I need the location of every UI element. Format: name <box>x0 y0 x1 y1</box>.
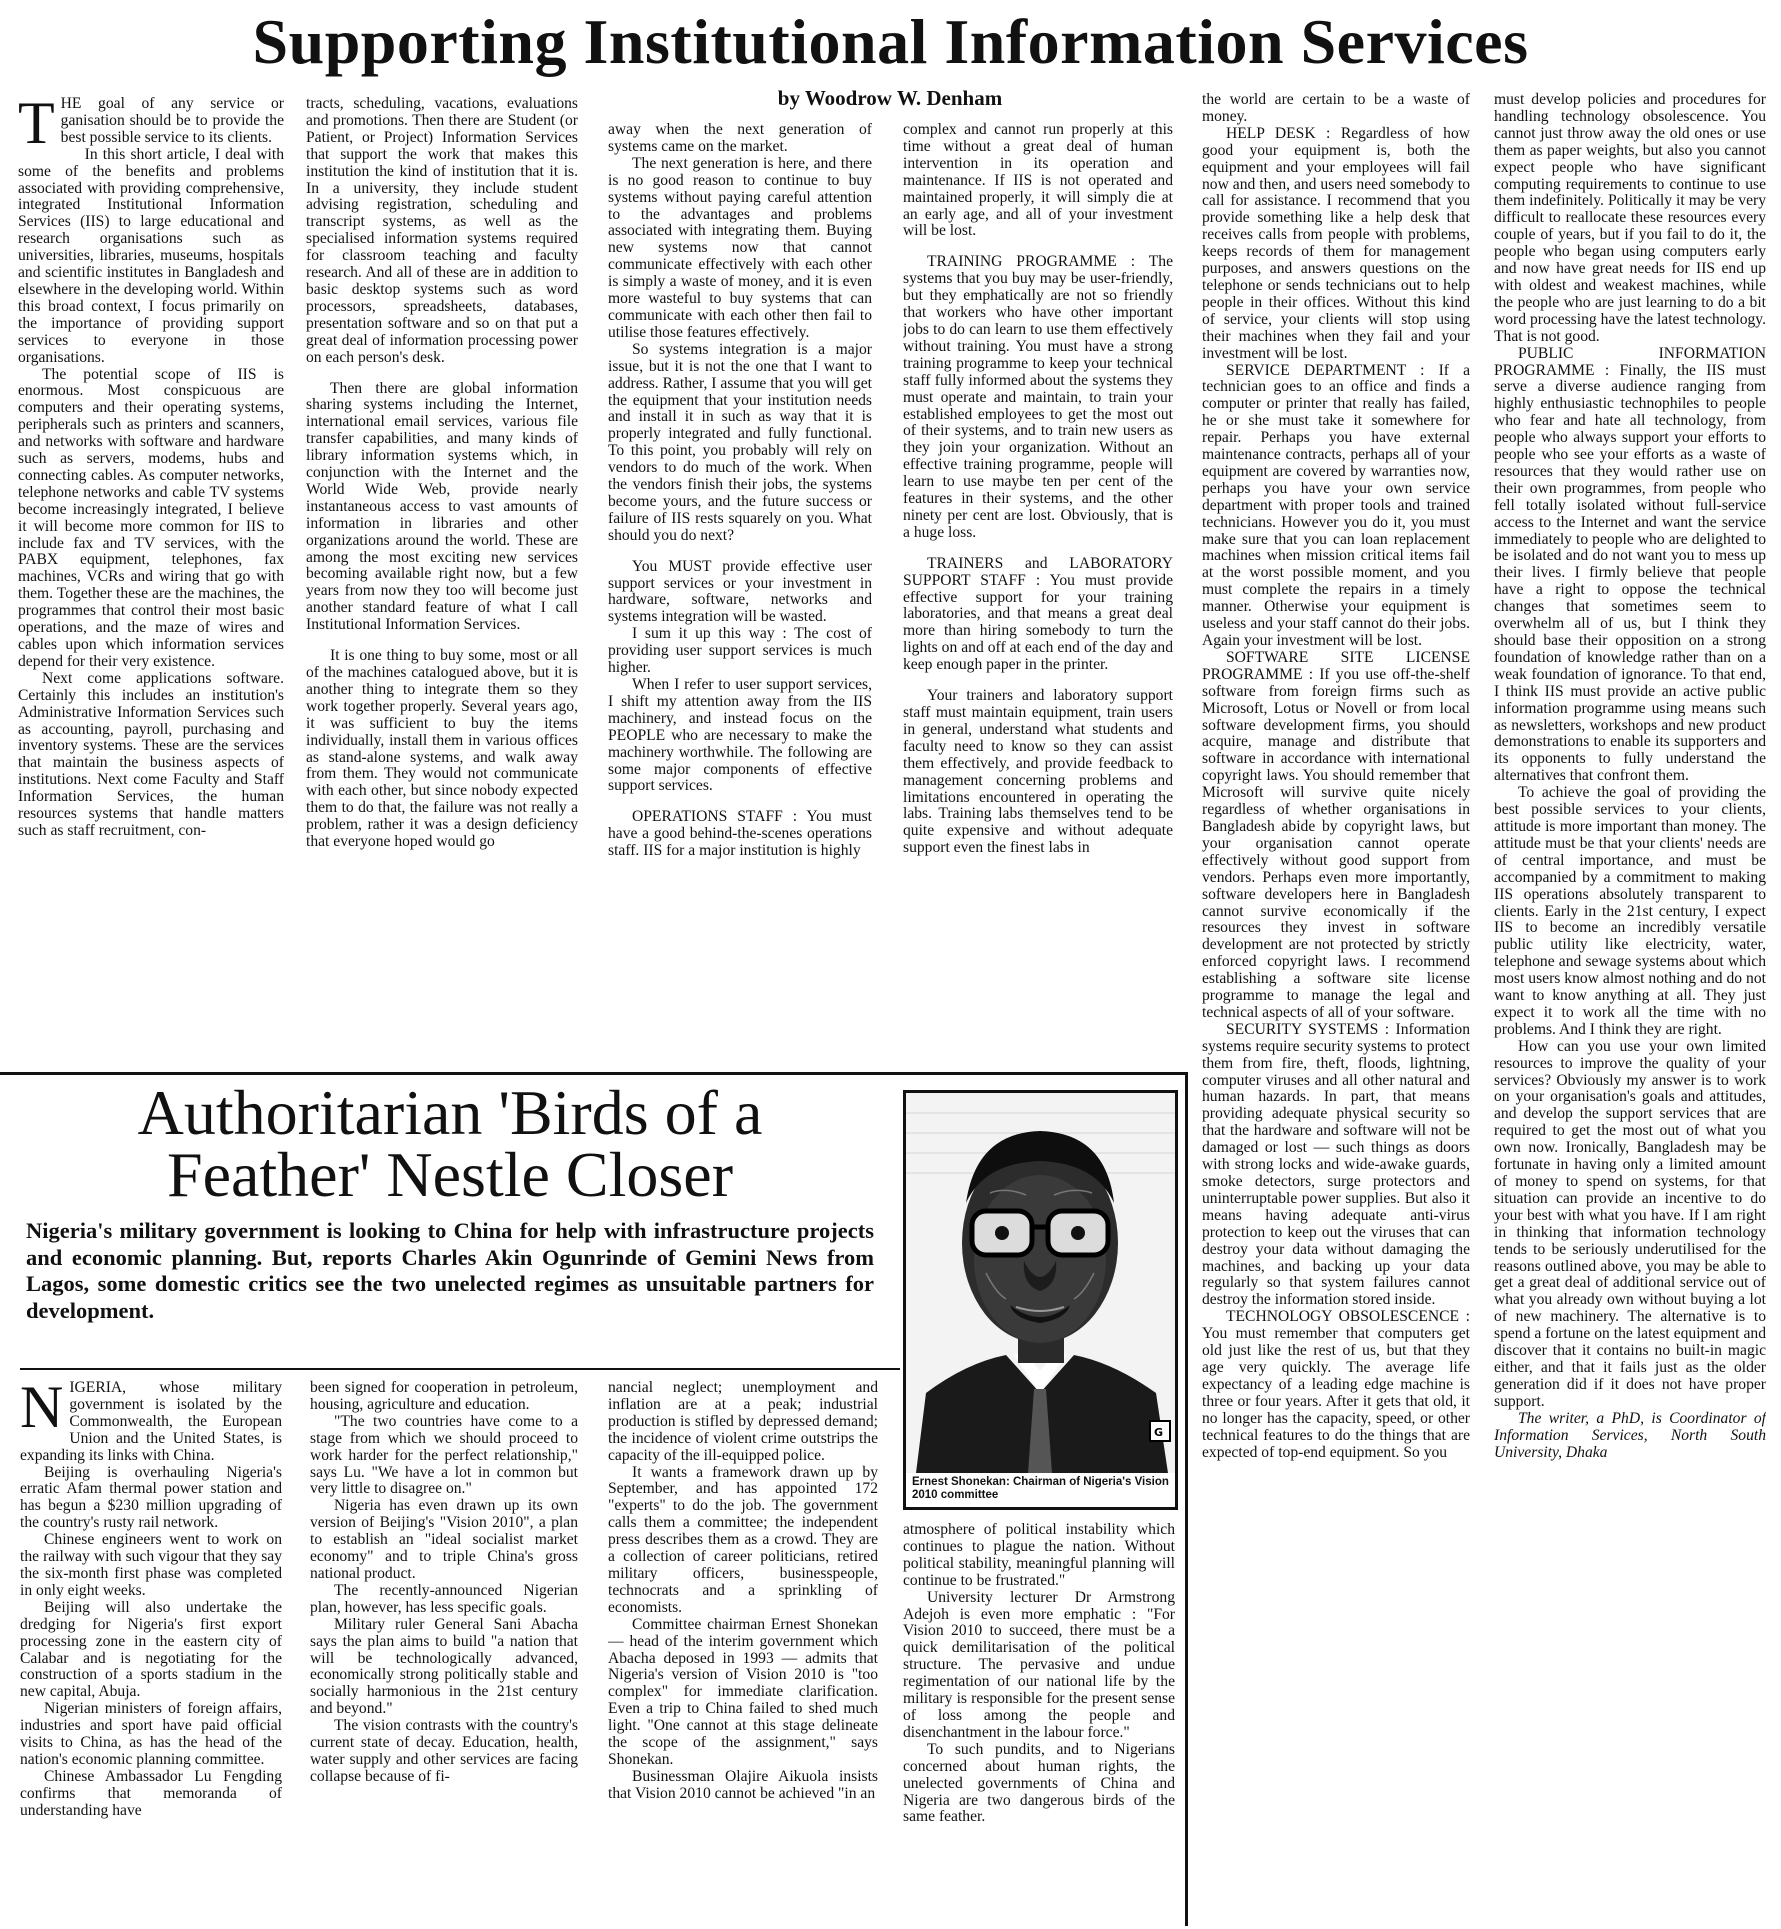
article2-paragraph: Chinese Ambassador Lu Fengding confirms that memoranda of understanding have <box>20 1767 282 1819</box>
article2-paragraph: The recently-announced Nigerian plan, however, has less specific goals. <box>310 1581 578 1616</box>
article1-paragraph: To achieve the goal of providing the best possible services to your clients, attitude is more important than money. The attitude must be that your clients' needs are of central importance, and must be accompanied by a commitment to making IIS operations absolutely transparent to clients. Early in the 21st century, I expect IIS to become an incredibly versatile public utility like electricity, water, telephone and sewage systems about which most users know almost nothing and do not want to know anything at all. They just expect it to work all the time with no problems. And I think they are right. <box>1494 784 1766 1038</box>
article1-paragraph: So systems integration is a major issue, but it is not the one that I want to address. Rather, I assume that you will get the equipment that your institution needs and install it in such as way that it is properly integrated and fully functional. To this point, you probably will rely on vendors to do much of the work. When the vendors finish their jobs, the systems become yours, and the future success or failure of IIS rests squarely on you. What should you do next? <box>608 340 872 544</box>
article2-side-rule <box>1185 1072 1188 1926</box>
article2-paragraph: Beijing will also undertake the dredging for Nigeria's first export processing zone in the eastern city of Calabar and is negotiating for the construction of a sports stadium in the new capital, Abuja. <box>20 1598 282 1701</box>
article1-paragraph: How can you use your own limited resources to improve the quality of your services? Obviously my answer is to work on your organisation's goals and attitudes, and develop the support services that are required to get the most out of what you own now. Ironically, Bangladesh may be fortunate in having only a limited amount of money to spend on systems, for that situation can provide an incentive to do your best with what you have. If I am right in thinking that information technology tends to be seriously underutilised for the reasons outlined above, you may be able to get a great deal of additional service out of what you already own without buying a lot of new machinery. The alternative is to spend a fortune on the latest equipment and discover that it contains no built-in magic either, and that it fails just as the older generation did if it does not have proper support. <box>1494 1037 1766 1410</box>
article2-paragraph: atmosphere of political instability which continues to plague the nation. Without political stability, meaningful planning will continue to be frustrated." <box>903 1522 1175 1589</box>
article1-paragraph: Next come applications software. Certainly this includes an institution's Administrative Information Services such as accounting, payroll, purchasing and inventory systems. These are the services that maintain the business aspects of institutions. Next come Faculty and Staff Information Services, the human resources systems that handle matters such as staff recruitment, con- <box>18 669 284 839</box>
article1-paragraph: away when the next generation of systems came on the market. <box>608 122 872 155</box>
article2-paragraph: "The two countries have come to a stage from which we should proceed to work harder for the perfect relationship," says Lu. "We have a lot in common but very little to disagree on." <box>310 1412 578 1498</box>
article1-paragraph: In this short article, I deal with some of the benefits and problems associated with providing comprehensive, integrated Institutional Information Services (IIS) to large educational and research organisations such as universities, libraries, museums, hospitals and scientific institutes in Bangladesh and elsewhere in the developing world. Within this broad context, I focus primarily on the importance of providing support services to everyone in those organisations. <box>18 145 284 366</box>
article1-paragraph: must develop policies and procedures for handling technology obsolescence. You cannot just throw away the old ones or use them as paper weights, but also you cannot expect people who have significant computing requirements to continue to use them indefinitely. Politically it may be very difficult to reallocate these resources every couple of years, but if you fail to do it, the people who began using computers early and now have great needs for IIS end up with oldest and weakest machines, while the people who are just learning to do a bit word processing have the latest technology. That is not good. <box>1494 92 1766 345</box>
article1-paragraph: SECURITY SYSTEMS : Information systems require security systems to protect them from fire, theft, floods, lightning, computer viruses and all other natural and human hazards. In part, that means providing adequate physical security so that the hardware and software will not be damaged or lost — such things as doors with strong locks and wide-awake guards, smoke detectors, surge protectors and uninterruptable power supplies. But also it means having adequate anti-virus protection to keep out the viruses that can destroy your data without damaging the machines, and backing up your data regularly so that system failures cannot destroy the information stored inside. <box>1202 1020 1470 1309</box>
article1-paragraph: HELP DESK : Regardless of how good your equipment is, both the equipment and your employees will fail now and then, and users need somebody to call for assistance. I recommend that you provide something like a help desk that receives calls from people with problems, keeps records of them for management purposes, and answers questions on the telephone or sends technicians out to help people in their offices. Without this kind of service, your clients will stop using their machines when they fail and your investment will be lost. <box>1202 124 1470 362</box>
article1-lead-paragraph: THE goal of any service or ganisation should be to provide the best possible service to its clients. <box>18 96 284 156</box>
drop-cap: N <box>20 1380 64 1440</box>
article2-column-3 <box>608 1380 878 1925</box>
article1-paragraph: When I refer to user support services, I shift my attention away from the IIS machinery, and instead focus on the PEOPLE who are necessary to make the machinery worthwhile. The following are some major components of effective support services. <box>608 676 872 795</box>
article1-paragraph: tracts, scheduling, vacations, evaluations and promotions. Then there are Student (or Patient, or Project) Information Services that support the work that makes this institution the kind of institution that it is. In a university, they include student advising registration, scheduling and transcript systems, as well as the specialised information systems required for classroom teaching and faculty research. And all of these are in addition to basic desktop systems such as word processors, spreadsheets, databases, presentation software and so on that put a great deal of information processing power on each person's desk. <box>306 96 578 366</box>
article2-paragraph: University lecturer Dr Armstrong Adejoh is even more emphatic : "For Vision 2010 to succeed, there must be a quick demilitarisation of the political structure. The pervasive and undue regimentation of our national life by the military is responsible for the present sense of loss among the people and disenchantment in the labour force." <box>903 1588 1175 1741</box>
article1-column-6 <box>1494 92 1766 1926</box>
drop-cap: T <box>18 96 55 156</box>
article2-paragraph: Nigerian ministers of foreign affairs, industries and sport have paid official visits to China, as has the head of the nation's economic planning committee. <box>20 1700 282 1768</box>
article1-paragraph: SERVICE DEPARTMENT : If a technician goes to an office and finds a computer or printer that really has failed, he or she must take it somewhere for repair. Perhaps you have external maintenance contracts, perhaps all of your equipment are covered by warranties now, perhaps you have your own service department with proper tools and trained technicians. However you do it, you must make sure that you can loan replacement machines when mission critical items fail at the worst possible moment, and you must complete the repairs in a timely manner. Otherwise your equipment is useless and your staff cannot do their jobs. Again your investment will be lost. <box>1202 361 1470 649</box>
photo-caption: Ernest Shonekan: Chairman of Nigeria's Vision 2010 committee <box>912 1476 1169 1501</box>
article2-top-rule <box>0 1072 1185 1075</box>
article2-lead-paragraph: NIGERIA, whose military government is isolated by the Commonwealth, the European Union and the United States, is expanding its links with China. <box>20 1380 282 1464</box>
svg-text:G: G <box>1154 1426 1164 1439</box>
article2-paragraph: Military ruler General Sani Abacha says the plan aims to build "a nation that will be technologically advanced, economically strong politically stable and socially harmonious in the 21st century and beyond." <box>310 1615 578 1718</box>
article2-column-1 <box>20 1380 282 1925</box>
article1-paragraph: I sum it up this way : The cost of providing user support services is much higher. <box>608 625 872 677</box>
article1-column-4 <box>903 122 1173 1071</box>
article1-paragraph: TRAINING PROGRAMME : The systems that you buy may be user-friendly, but they emphatically are not so friendly that workers who have other important jobs to do can learn to use them effectively without training. You must have a strong training programme to keep your technical staff fully informed about the systems they must operate and maintain, to train your established employees to get the most out of their systems, and to train new users as they join your organization. Without an effective training programme, people will learn to use maybe ten per cent of the features in their systems, and the other ninety per cent are lost. Obviously, that is a huge loss. <box>903 253 1173 541</box>
article1-paragraph: The potential scope of IIS is enormous. Most conspicuous are computers and their operating systems, peripherals such as printers and scanners, and networks with software and hardware such as servers, modems, hubs and connecting cables. As computer networks, telephone networks and cable TV systems become increasingly integrated, I believe it will become more common for IIS to include fax and TV services, with the PABX equipment, telephones, fax machines, VCRs and wiring that go with them. Together these are the machines, the programmes that control their most basic operations, and the maze of wires and cables upon which information services depend for their very existence. <box>18 365 284 670</box>
portrait-illustration-icon <box>906 1093 1175 1473</box>
article1-paragraph: SOFTWARE SITE LICENSE PROGRAMME : If you use off-the-shelf software from foreign firms such as Microsoft, Lotus or Novell or from local software development firms, you should acquire, manage and distribute that software in accordance with international copyright laws. You should remember that Microsoft will survive quite nicely regardless of whether organisations in Bangladesh abide by copyright laws, but your organisation cannot operate effectively without good support from vendors. Perhaps even more importantly, software developers here in Bangladesh cannot survive economically if the resources they invest in software development are not protected by strictly enforced copyright laws. I recommend establishing a software site license programme to manage the legal and technical aspects of all of your software. <box>1202 648 1470 1021</box>
article1-column-3 <box>608 122 872 1071</box>
article2-paragraph: Beijing is overhauling Nigeria's erratic Afam thermal power station and has begun a $230 million upgrading of the country's rusty rail network. <box>20 1463 282 1532</box>
article2-column-2 <box>310 1380 578 1925</box>
article1-paragraph: The next generation is here, and there is no good reason to continue to buy systems without paying careful attention to the advantages and problems associated with integrating them. Buying new systems now that cannot communicate effectively with each other is simply a waste of money, and it is even more wasteful to buy systems that can communicate with each other then fail to utilise those features effectively. <box>608 154 872 341</box>
article1-paragraph: the world are certain to be a waste of money. <box>1202 92 1470 125</box>
article2-paragraph: Chinese engineers went to work on the railway with such vigour that they say the six-month first phase was completed in only eight weeks. <box>20 1531 282 1599</box>
article2-paragraph: To such pundits, and to Nigerians concerned about human rights, the unelected governments of China and Nigeria are two dangerous birds of the same feather. <box>903 1740 1175 1826</box>
article2-paragraph: Businessman Olajire Aikuola insists that Vision 2010 cannot be achieved "in an <box>608 1767 878 1802</box>
article2-paragraph: Committee chairman Ernest Shonekan — head of the interim government which Abacha deposed in 1993 — admits that Nigeria's version of Vision 2010 is "too complex" for immediate clarification. Even a trip to China failed to shed much light. "One cannot at this stage delineate the scope of the assignment," says Shonekan. <box>608 1615 878 1768</box>
article2-column-4 <box>903 1522 1175 1925</box>
author-signoff: The writer, a PhD, is Coordinator of Information Services, North South University, Dhaka <box>1494 1409 1766 1461</box>
article2-paragraph: The vision contrasts with the country's current state of decay. Education, health, water supply and other services are facing collapse because of fi- <box>310 1717 578 1785</box>
article1-paragraph: Your trainers and laboratory support staff must maintain equipment, train users in general, understand what students and faculty need to know so they can assist them effectively, and provide feedback to management concerning problems and limitations encountered in operating the labs. Training labs themselves tend to be quite expensive and without adequate support even the finest labs in <box>903 687 1173 857</box>
article2-headline <box>20 1077 880 1210</box>
article1-column-5 <box>1202 92 1470 1926</box>
article1-paragraph: You MUST provide effective user support services or your investment in hardware, software, networks and systems integration will be wasted. <box>608 557 872 626</box>
article2-deck: Nigeria's military government is looking to China for help with infrastructure projects and economic planning. But, reports Charles Akin Ogunrinde of Gemini News from Lagos, some domestic critics see the two unelected regimes as unsuitable partners for development. <box>26 1218 875 1323</box>
article1-byline: by Woodrow W. Denham <box>777 86 1003 110</box>
article1-headline: Supporting Institutional Information Services <box>252 6 1529 77</box>
deck-rule <box>20 1368 900 1370</box>
headline-line-2: Feather' Nestle Closer <box>166 1139 734 1210</box>
article2-paragraph: Nigeria has even drawn up its own version of Beijing's "Vision 2010", a plan to establish an "ideal socialist market economy" and to triple China's gross national product. <box>310 1497 578 1582</box>
headline-line-1: Authoritarian 'Birds of a <box>137 1077 763 1148</box>
article1-paragraph: Then there are global information sharing systems including the Internet, international email services, various file transfer capabilities, and many kinds of library information systems which, in conjunction with the Internet and the World Wide Web, provide nearly instantaneous access to vast amounts of information in libraries and other organizations around the world. These are among the most exciting new services becoming available right now, but a few years from now they too will become just another standard feature of what I call Institutional Information Services. <box>306 379 578 634</box>
deck-author-name: Charles Akin Ogunrinde <box>401 1244 648 1270</box>
portrait-photo <box>903 1090 1178 1510</box>
article1-column-1 <box>18 96 284 1071</box>
article1-paragraph: complex and cannot run properly at this time without a great deal of human intervention in its operation and maintenance. If IIS is not operated and maintained properly, it will simply die at an early age, and all of your investment will be lost. <box>903 122 1173 240</box>
article2-paragraph: been signed for cooperation in petroleum, housing, agriculture and education. <box>310 1380 578 1413</box>
article1-paragraph: PUBLIC INFORMATION PROGRAMME : Finally, the IIS must serve a diverse audience ranging from highly enthusiastic technophiles to people who fear and hate all technology, from people who always support your efforts to people who see your efforts as a waste of resources that they would rather use on their own programmes, from people who fell totally isolated without full-service access to the Internet and want the service immediately to people who are delighted to be isolated and do not want you to mess up their lives. I firmly believe that people have a right to oppose the technical changes that sometimes seem to overwhelm all of us, but I think they should base their opposition on a strong foundation of knowledge rather than on a weak foundation of ignorance. To that end, I think IIS must provide an active public information programme using means such as newsletters, workshops and new product demonstrations to enable its supporters and its opponents to fully understand the alternatives that confront them. <box>1494 344 1766 785</box>
article2-paragraph: nancial neglect; unemployment and inflation are at a peak; industrial production is stifled by depressed demand; the incidence of violent crime outstrips the capacity of the ill-equipped police. <box>608 1380 878 1464</box>
article1-paragraph: OPERATIONS STAFF : You must have a good behind-the-scenes operations staff. IIS for a major institution is highly <box>608 808 872 860</box>
article1-paragraph: TRAINERS and LABORATORY SUPPORT STAFF : You must provide effective support for your training laboratories, and that means a great deal more than hiring somebody to turn the lights on and off at each end of the day and keep enough paper in the printer. <box>903 554 1173 674</box>
article1-paragraph: TECHNOLOGY OBSOLESCENCE : You must remember that computers get old just like the rest of us, but that they age very quickly. The average life expectancy of a leading edge machine is three or four years. After it gets that old, it no longer has the capacity, speed, or other technical features to do the things that are expected of top-end equipment. So you <box>1202 1308 1470 1461</box>
article1-paragraph: It is one thing to buy some, most or all of the machines catalogued above, but it is another thing to integrate them so they work together properly. Several years ago, it was sufficient to buy the items individually, install them in various offices as stand-alone systems, and walk away from them. They would not communicate with each other, but since nobody expected them to do that, the failure was not really a problem, rather it was a design deficiency that everyone hoped would go <box>306 647 578 851</box>
article1-column-2 <box>306 96 578 1071</box>
article2-paragraph: It wants a framework drawn up by September, and has appointed 172 "experts" to do the job. The government calls them a committee; the independent press describes them as a crowd. They are a collection of career politicians, retired military officers, businesspeople, technocrats and a sprinkling of economists. <box>608 1463 878 1616</box>
